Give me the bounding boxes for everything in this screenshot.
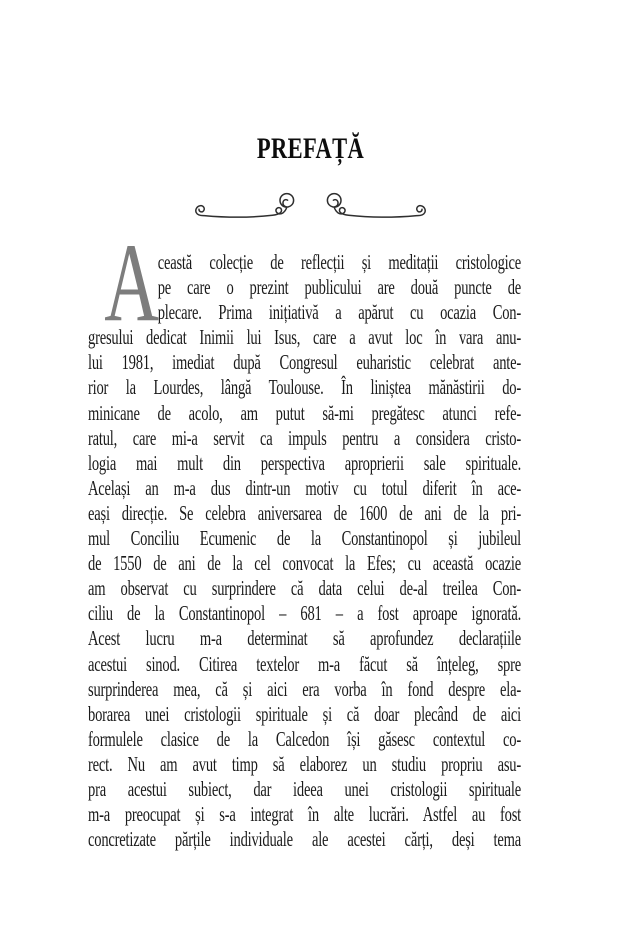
text-line: am observat cu surprindere că data celui de-al treilea Con- [88,576,522,601]
text-line: de 1550 de ani de la cel convocat la Efes; cu această ocazie [88,551,522,576]
flourish-divider-icon [190,188,431,232]
text-line: rior la Lourdes, lângă Toulouse. În liniștea mănăstirii do- [88,375,522,400]
drop-cap: A [104,221,159,345]
text-line: pra acestui subiect, dar ideea unei cristologii spirituale [88,776,522,801]
text-line: ciliu de la Constantinopol – 681 – a fost aproape ignorată. [88,601,522,626]
text-line: plecare. Prima inițiativă a apărut cu ocazia Con- [157,300,522,325]
text-line: ratul, care mi-a servit ca impuls pentru a considera cristo- [88,425,522,450]
text-line: pe care o prezint publicului are două puncte de [157,275,522,300]
text-line: surprinderea mea, că și aici era vorba în fond despre ela- [88,676,522,701]
text-line: ceastă colecție de reflecții și meditații cristologice [157,250,522,274]
text-line: rect. Nu am avut timp să elaborez un studiu propriu asu- [88,751,522,776]
preface-body [88,221,522,852]
text-line: Acest lucru m-a determinat să aprofundez declarațiile [88,626,522,651]
text-line: concretizate părțile individuale ale acestei cărți, deși tema [88,827,522,852]
text-line: mul Conciliu Ecumenic de la Constantinopol și jubileul [88,526,522,551]
text-line: minicane de acolo, am putut să-mi pregătesc atunci refe- [88,400,522,425]
text-line: gresului dedicat Inimii lui Isus, care a avut loc în vara anu- [88,325,522,350]
text-line: Același an m-a dus dintr-un motiv cu totul diferit în ace- [88,475,522,500]
text-line: acestui sinod. Citirea textelor m-a făcut să înțeleg, spre [88,651,522,676]
text-line: m-a preocupat și s-a integrat în alte lucrări. Astfel au fost [88,802,522,827]
text-line: borarea unei cristologii spirituale și că doar plecând de aici [88,701,522,726]
text-line: eași direcție. Se celebra aniversarea de 1600 de ani de la pri- [88,500,522,525]
text-line: lui 1981, imediat după Congresul euharistic celebrat ante- [88,350,522,375]
text-line: logia mai mult din perspectiva aproprierii sale spirituale. [88,450,522,475]
text-line: formulele clasice de la Calcedon își găsesc contextul co- [88,726,522,751]
page-title: PREFAȚĂ [256,132,365,165]
